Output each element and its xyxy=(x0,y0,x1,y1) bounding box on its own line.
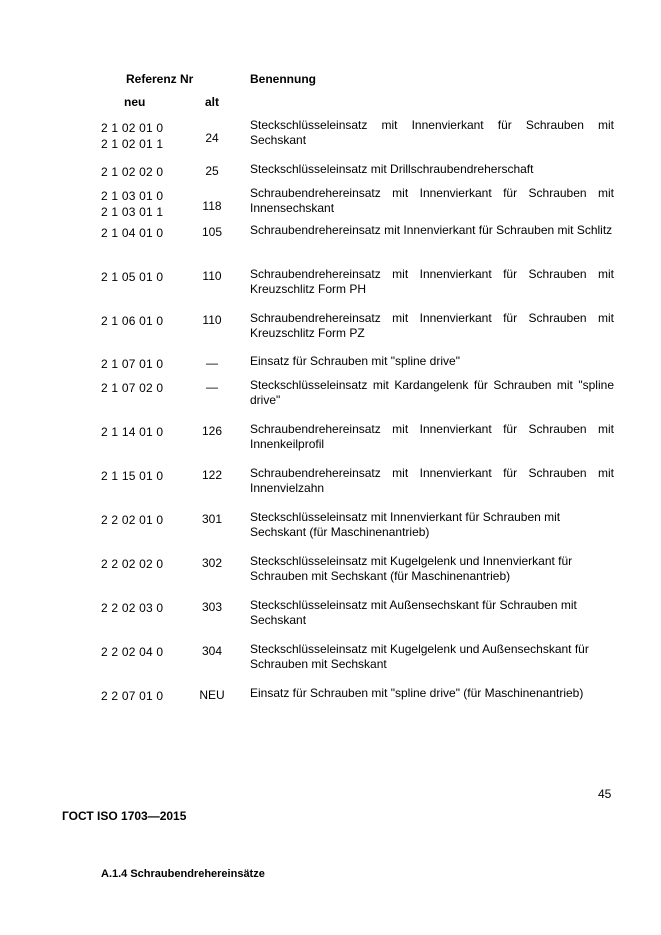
ref-neu-line: 2 1 04 01 0 xyxy=(101,226,164,240)
benennung-text: Steckschlüsseleinsatz mit Kugelgelenk und Innenvierkant für Schrauben mit Sechskant (für Maschinenantrieb) xyxy=(250,554,573,583)
ref-neu-line: 2 1 03 01 0 xyxy=(101,189,164,203)
ref-neu-line: 2 2 02 03 0 xyxy=(101,601,164,615)
benennung-text: Steckschlüsseleinsatz mit Außensechskant für Schrauben mit Sechskant xyxy=(250,598,577,627)
ref-alt: — xyxy=(206,380,218,394)
ref-neu xyxy=(101,644,181,660)
ref-neu-line: 2 1 07 02 0 xyxy=(101,381,164,395)
ref-alt: 24 xyxy=(205,131,219,145)
ref-neu xyxy=(101,600,181,616)
section-heading: А.1.4 Schraubendrehereinsätze xyxy=(101,868,265,880)
ref-alt: NEU xyxy=(199,688,225,702)
ref-neu-line: 2 2 02 04 0 xyxy=(101,645,164,659)
benennung-text: Steckschlüsseleinsatz mit Innenvierkant für Schrauben mit Sechskant xyxy=(250,118,614,147)
ref-neu xyxy=(101,313,181,329)
ref-alt: 110 xyxy=(202,313,222,327)
ref-neu xyxy=(101,225,181,241)
ref-alt: 25 xyxy=(205,164,219,178)
ref-neu-line: 2 1 14 01 0 xyxy=(101,425,164,439)
ref-alt: 304 xyxy=(201,644,223,658)
ref-neu xyxy=(101,120,181,152)
ref-neu-line: 2 2 02 02 0 xyxy=(101,557,164,571)
ref-neu-line: 2 1 03 01 1 xyxy=(101,205,164,219)
header-benennung: Benennung xyxy=(250,72,316,86)
ref-neu xyxy=(101,164,181,180)
ref-alt: — xyxy=(206,356,218,370)
ref-neu xyxy=(101,356,181,372)
ref-neu xyxy=(101,269,181,285)
benennung-text: Schraubendrehereinsatz mit Innenvierkant für Schrauben mit Kreuzschlitz Form PH xyxy=(250,267,614,296)
ref-neu-line: 2 1 02 02 0 xyxy=(101,165,164,179)
ref-neu xyxy=(101,188,181,220)
header-neu: neu xyxy=(124,95,146,109)
ref-neu-line: 2 1 05 01 0 xyxy=(101,270,164,284)
ref-neu-line: 2 1 02 01 1 xyxy=(101,137,164,151)
benennung-text: Steckschlüsseleinsatz mit Drillschraubendreherschaft xyxy=(250,162,534,176)
ref-alt: 301 xyxy=(201,512,223,526)
benennung-text: Schraubendrehereinsatz mit Innenvierkant für Schrauben mit Innenkeilprofil xyxy=(250,422,614,451)
page-number: 45 xyxy=(598,787,612,801)
ref-neu-line: 2 1 15 01 0 xyxy=(101,469,164,483)
ref-neu xyxy=(101,424,181,440)
ref-neu-line: 2 2 07 01 0 xyxy=(101,689,164,703)
header-referenz: Referenz Nr xyxy=(126,72,194,86)
ref-neu-line: 2 1 02 01 0 xyxy=(101,121,164,135)
benennung-text: Steckschlüsseleinsatz mit Kugelgelenk und Außensechskant für Schrauben mit Sechskant xyxy=(250,642,589,671)
benennung-text: Schraubendrehereinsatz mit Innenvierkant für Schrauben mit Innenvielzahn xyxy=(250,466,614,495)
benennung-text: Schraubendrehereinsatz mit Innenvierkant für Schrauben mit Kreuzschlitz Form PZ xyxy=(250,311,614,340)
ref-alt: 118 xyxy=(202,199,222,213)
ref-neu xyxy=(101,380,181,396)
ref-neu-line: 2 1 07 01 0 xyxy=(101,357,164,371)
benennung-text: Schraubendrehereinsatz mit Innenvierkant für Schrauben mit Schlitz xyxy=(250,223,613,237)
ref-alt: 303 xyxy=(201,600,223,614)
ref-alt: 105 xyxy=(201,225,223,239)
ref-alt: 122 xyxy=(201,468,223,482)
ref-alt: 110 xyxy=(202,269,222,283)
ref-neu xyxy=(101,468,181,484)
benennung-text: Einsatz für Schrauben mit "spline drive" (für Maschinenantrieb) xyxy=(250,686,584,700)
benennung-text: Steckschlüsseleinsatz mit Innenvierkant für Schrauben mit Sechskant (für Maschinenantrieb) xyxy=(250,510,561,539)
ref-alt: 302 xyxy=(201,556,223,570)
benennung-text: Steckschlüsseleinsatz mit Kardangelenk für Schrauben mit "spline drive" xyxy=(250,378,614,407)
benennung-text: Schraubendrehereinsatz mit Innenvierkant für Schrauben mit Innensechskant xyxy=(250,186,614,215)
ref-alt: 126 xyxy=(201,424,223,438)
header-alt: alt xyxy=(205,95,220,109)
ref-neu xyxy=(101,688,181,704)
ref-neu xyxy=(101,556,181,572)
ref-neu-line: 2 2 02 01 0 xyxy=(101,513,164,527)
ref-neu xyxy=(101,512,181,528)
standard-header: ГОСТ ISO 1703—2015 xyxy=(62,809,187,823)
ref-neu-line: 2 1 06 01 0 xyxy=(101,314,164,328)
benennung-text: Einsatz für Schrauben mit "spline drive" xyxy=(250,354,460,368)
